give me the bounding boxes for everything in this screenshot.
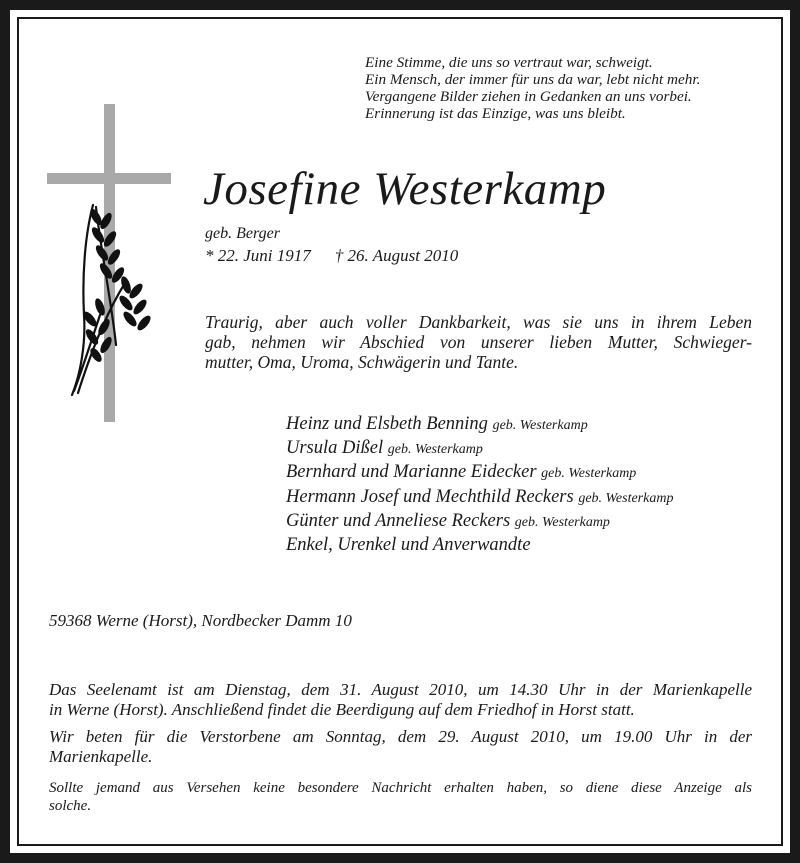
motto-line: Erinnerung ist das Einzige, was uns bleibt. bbox=[365, 105, 626, 122]
notice-line: Marienkapelle. bbox=[49, 747, 153, 766]
announcement-note bbox=[49, 779, 752, 815]
notice-line: solche. bbox=[49, 798, 92, 814]
birth-name: geb. Berger bbox=[205, 225, 280, 242]
mourner-note: geb. Westerkamp bbox=[514, 514, 610, 530]
life-dates bbox=[205, 246, 458, 266]
mourner-entry bbox=[286, 510, 673, 534]
funeral-notice bbox=[49, 680, 752, 720]
mourner-names: Bernhard und Marianne Eidecker bbox=[286, 462, 537, 483]
mourner-entry bbox=[286, 437, 673, 461]
notice-line: Wir beten für die Verstorbene am Sonntag, dem 29. August 2010, um 19.00 Uhr in der bbox=[49, 727, 752, 746]
mourner-entry bbox=[286, 413, 673, 437]
intro-text bbox=[205, 312, 752, 372]
wheat-ears-icon bbox=[60, 195, 170, 400]
mourner-note: geb. Westerkamp bbox=[387, 442, 483, 458]
notice-line: in Werne (Horst). Anschließend findet die Beerdigung auf dem Friedhof in Horst statt. bbox=[49, 700, 635, 719]
mourner-names: Heinz und Elsbeth Benning bbox=[286, 414, 488, 434]
mourner-entry bbox=[286, 534, 673, 557]
family-address: 59368 Werne (Horst), Nordbecker Damm 10 bbox=[49, 611, 352, 630]
cross-icon-bar bbox=[47, 173, 171, 184]
mourner-note: geb. Westerkamp bbox=[492, 418, 588, 433]
birth-date: * 22. Juni 1917 bbox=[205, 246, 311, 265]
motto-line: Vergangene Bilder ziehen in Gedanken an uns vorbei. bbox=[365, 88, 692, 105]
mourner-entry bbox=[286, 486, 673, 510]
motto-line: Eine Stimme, die uns so vertraut war, schweigt. bbox=[365, 54, 653, 71]
motto-verse bbox=[365, 54, 775, 122]
notice-line: Das Seelenamt ist am Dienstag, dem 31. August 2010, um 14.30 Uhr in der Marienkapelle bbox=[49, 680, 752, 699]
notice-line: Sollte jemand aus Versehen keine besondere Nachricht erhalten haben, so diene diese Anzeige als bbox=[49, 780, 752, 796]
mourner-names: Enkel, Urenkel und Anverwandte bbox=[286, 535, 531, 556]
mourner-names: Günter und Anneliese Reckers bbox=[286, 510, 511, 531]
intro-line: mutter, Oma, Uroma, Schwägerin und Tante. bbox=[205, 352, 519, 372]
mourners-list bbox=[286, 413, 673, 557]
deceased-name: Josefine Westerkamp bbox=[203, 163, 607, 215]
mourner-names: Ursula Dißel bbox=[286, 438, 384, 459]
mourner-entry bbox=[286, 461, 673, 485]
motto-line: Ein Mensch, der immer für uns da war, lebt nicht mehr. bbox=[365, 71, 701, 88]
intro-line: gab, nehmen wir Abschied von unserer lieben Mutter, Schwieger- bbox=[205, 332, 752, 352]
mourner-note: geb. Westerkamp bbox=[541, 466, 637, 482]
prayer-notice bbox=[49, 727, 752, 767]
mourner-note: geb. Westerkamp bbox=[578, 490, 674, 506]
intro-line: Traurig, aber auch voller Dankbarkeit, was sie uns in ihrem Leben bbox=[205, 312, 752, 332]
death-date: † 26. August 2010 bbox=[334, 246, 459, 265]
mourner-names: Hermann Josef und Mechthild Reckers bbox=[286, 486, 574, 507]
